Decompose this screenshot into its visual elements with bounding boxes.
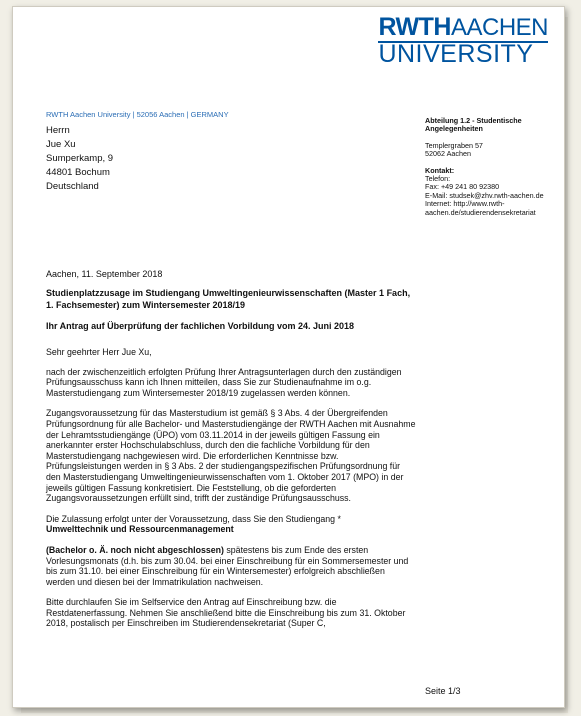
contact-fax: Fax: +49 241 80 92380: [425, 182, 500, 192]
recipient-country: Deutschland: [46, 181, 99, 192]
recipient-salutation: Herrn: [46, 125, 70, 136]
department-title: Abteilung 1.2 - Studentische Angelegenheiten: [425, 116, 522, 134]
letter-page: [12, 6, 565, 708]
letter-subject: Studienplatzzusage im Studiengang Umweltingenieurwissenschaften (Master 1 Fach, 1. Fachsemester) zum Wintersemester 2018/19: [46, 288, 411, 310]
degree-status: (Bachelor o. Ä. noch nicht abgeschlossen): [46, 544, 224, 555]
contact-phone: Telefon:: [425, 174, 451, 184]
paragraph-5: Bitte durchlaufen Sie im Selfservice den Antrag auf Einschreibung bzw. die Restdatenerfassung. Nehmen Sie anschließend bitte die Einschreibung bis zum 31. Oktober 2018, postalisch per Einschreiben im Studierendensekretariat (Super C,: [46, 597, 406, 629]
department-street: Templergraben 57: [425, 140, 483, 150]
page-number: Seite 1/3: [425, 686, 461, 696]
logo-rwth: RWTH: [378, 13, 451, 41]
paragraph-3: [46, 514, 416, 535]
greeting: Sehr geehrter Herr Jue Xu,: [46, 347, 152, 357]
department-info: [425, 117, 565, 217]
contact-internet: Internet: http://www.rwth-aachen.de/studierendensekretariat: [425, 199, 536, 217]
recipient-city: 44801 Bochum: [46, 167, 110, 178]
program-name: Umwelttechnik und Ressourcenmanagement: [46, 524, 234, 535]
letter-body: [46, 347, 416, 639]
logo-aachen: AACHEN: [450, 14, 548, 41]
letter-date: Aachen, 11. September 2018: [46, 269, 163, 279]
recipient-name: Jue Xu: [46, 139, 76, 150]
university-logo: [378, 15, 548, 67]
recipient-street: Sumperkamp, 9: [46, 153, 114, 164]
paragraph-4-rest: spätestens bis zum Ende des ersten Vorlesungsmonats (d.h. bis zum 30.04. bei einer Einschreibung für ein Sommersemester und bis zum 31.10. bei einer Einschreibung für ein Wintersemester) erfolgreich abschließen werden und diesen bei der Immatrikulation nachweisen.: [46, 544, 409, 587]
paragraph-2: Zugangsvoraussetzung für das Masterstudium ist gemäß § 3 Abs. 4 der Übergreifenden Prüfungsordnung für alle Bachelor- und Masterstudiengänge der RWTH Aachen mit Ausnahme der Lehramtsstudiengänge (ÜPO) vom 03.11.2014 in der jeweils gültigen Fassung ein anerkannter erster Hochschulabschluss, durch den die fachliche Vorbildung für den Masterstudiengang nachgewiesen wird. Die erforderlichen Kenntnisse bzw. Prüfungsleistungen werden in § 3 Abs. 2 der studiengangspezifischen Prüfungsordnung für den Masterstudiengang Umweltingenieurwissenschaften vom 1. Oktober 2017 (MPO) in der jeweils gültigen Fassung konkretisiert. Die Feststellung, ob die geforderten Zugangsvoraussetzungen erfüllt sind, trifft der zuständige Prüfungsausschuss.: [46, 408, 416, 504]
recipient-address: [46, 124, 113, 194]
contact-label: Kontakt:: [425, 165, 455, 175]
logo-university: UNIVERSITY: [378, 40, 534, 68]
sender-line: RWTH Aachen University | 52056 Aachen | GERMANY: [46, 110, 229, 119]
letter-subject-reference: Ihr Antrag auf Überprüfung der fachlichen Vorbildung vom 24. Juni 2018: [46, 321, 355, 331]
department-city: 52062 Aachen: [425, 149, 471, 159]
contact-email: E-Mail: studsek@zhv.rwth-aachen.de: [425, 190, 544, 200]
paragraph-4: [46, 545, 416, 587]
paragraph-1: nach der zwischenzeitlich erfolgten Prüfung Ihrer Antragsunterlagen durch den zuständigen Prüfungsausschuss kann ich Ihnen mitteilen, dass Sie zur Studienaufnahme im o.g. Masterstudiengang zum Wintersemester 2018/19 zugelassen werden können.: [46, 366, 402, 398]
paragraph-3-intro: Die Zulassung erfolgt unter der Voraussetzung, dass Sie den Studiengang *: [46, 513, 341, 524]
